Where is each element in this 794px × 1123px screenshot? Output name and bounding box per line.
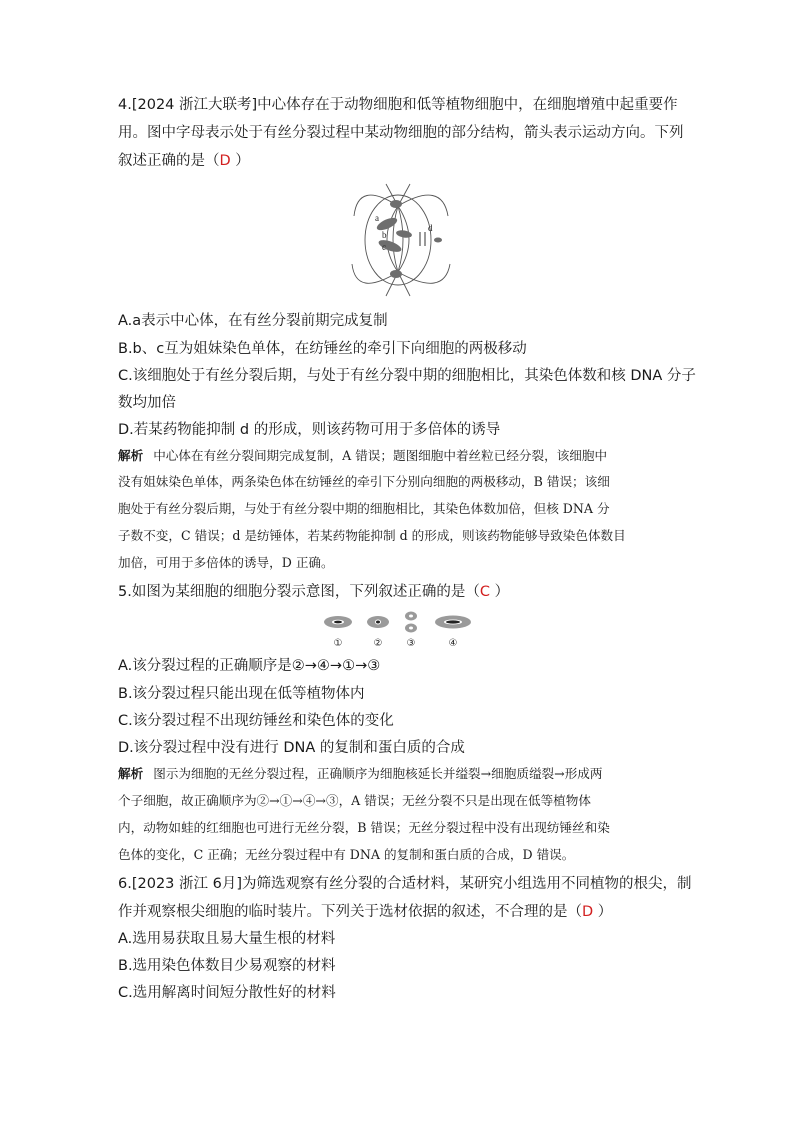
q6-option-b: B.选用染色体数目少易观察的材料 (118, 958, 336, 974)
centrosome-top (390, 200, 402, 208)
q5-option-c: C.该分裂过程不出现纺锤丝和染色体的变化 (118, 713, 394, 729)
label-c: c (382, 242, 386, 252)
q4-solution-tag: 解析 (118, 448, 144, 463)
q5-solution-line-3: 内，动物如蛙的红细胞也可进行无丝分裂，B 错误；无丝分裂过程中没有出现纺锤丝和染 (118, 820, 610, 835)
q5-option-b: B.该分裂过程只能出现在低等植物体内 (118, 686, 365, 702)
label-a: a (375, 213, 379, 223)
q4-cell-figure (346, 176, 458, 302)
spindle-fiber (393, 206, 398, 272)
label-b: b (382, 230, 387, 240)
spindle-fiber (398, 206, 403, 272)
q4-option-c: C.该细胞处于有丝分裂后期，与处于有丝分裂中期的细胞相比，其染色体数和核 DNA 分子 (118, 368, 696, 384)
q4-solution-line-2: 没有姐妹染色单体，两条染色体在纺锤丝的牵引下分别向细胞的两极移动，B 错误；该细 (118, 474, 610, 489)
q6-stem-line-1: 6.[2023 浙江 6月]为筛选观察有丝分裂的合适材料，某研究小组选用不同植物的根尖，制 (118, 876, 692, 892)
q6-option-c: C.选用解离时间短分散性好的材料 (118, 985, 336, 1001)
q5-option-a: A.该分裂过程的正确顺序是②→④→①→③ (118, 658, 381, 674)
q4-answer: D (219, 153, 231, 169)
q6-stem-line-2: 作并观察根尖细胞的临时装片。下列关于选材依据的叙述，不合理的是（D ） (118, 904, 613, 920)
astral-fiber (398, 195, 448, 216)
chromosome (396, 229, 413, 239)
q5-answer: C (479, 584, 490, 600)
q4-stem-line-1: 4.[2024 浙江大联考]中心体存在于动物细胞和低等植物细胞中，在细胞增殖中起重要作 (118, 97, 678, 113)
spindle-fiber (387, 206, 398, 272)
q4-option-c-cont: 数均加倍 (118, 395, 176, 411)
q4-option-b: B.b、c互为姐妹染色单体，在纺锤丝的牵引下向细胞的两极移动 (118, 341, 527, 357)
centrosome-bottom (390, 270, 402, 278)
q4-stem-line-2: 用。图中字母表示处于有丝分裂过程中某动物细胞的部分结构，箭头表示运动方向。下列 (118, 125, 684, 141)
q5-solution-line-2: 个子细胞，故正确顺序为②→①→④→③，A 错误；无丝分裂不只是出现在低等植物体 (118, 793, 591, 808)
q5-stem: 5.如图为某细胞的细胞分裂示意图，下列叙述正确的是（C ） (118, 584, 510, 600)
q5-solution-line-1: 解析 图示为细胞的无丝分裂过程，正确顺序为细胞核延长并缢裂→细胞质缢裂→形成两 (118, 766, 603, 781)
q5-option-d: D.该分裂过程中没有进行 DNA 的复制和蛋白质的合成 (118, 740, 465, 756)
q5-solution-line-4: 色体的变化，C 正确；无丝分裂过程中有 DNA 的复制和蛋白质的合成，D 错误。 (118, 847, 575, 862)
q6-answer: D (582, 904, 594, 920)
spindle-fiber (398, 206, 409, 272)
q6-option-a: A.选用易获取且易大量生根的材料 (118, 931, 336, 947)
q4-stem-text: 叙述正确的是（ (118, 153, 220, 169)
q4-solution-line-1: 解析 中心体在有丝分裂间期完成复制，A 错误；题图细胞中着丝粒已经分裂，该细胞中 (118, 448, 608, 463)
fig-label-1: ① (333, 638, 343, 649)
q5-division-figure (318, 610, 478, 650)
q4-solution-line-4: 子数不变，C 错误；d 是纺锤体，若某药物能抑制 d 的形成，则该药物能够导致染色体数目 (118, 528, 626, 543)
fig-label-2: ② (373, 638, 383, 649)
q4-option-a: A.a表示中心体，在有丝分裂前期完成复制 (118, 313, 388, 329)
q4-stem-close: ） (230, 153, 250, 169)
q4-option-d: D.若某药物能抑制 d 的形成，则该药物可用于多倍体的诱导 (118, 422, 501, 438)
fig-label-3: ③ (406, 638, 416, 649)
q5-solution-tag: 解析 (118, 766, 144, 781)
q4-solution-line-5: 加倍，可用于多倍体的诱导，D 正确。 (118, 555, 334, 570)
label-d: d (428, 223, 433, 233)
chromosome (434, 238, 442, 243)
q4-stem-line-3 (118, 151, 250, 171)
q4-solution-line-3: 胞处于有丝分裂后期，与处于有丝分裂中期的细胞相比，其染色体数加倍，但核 DNA 分 (118, 501, 610, 516)
fig-label-4: ④ (448, 638, 458, 649)
